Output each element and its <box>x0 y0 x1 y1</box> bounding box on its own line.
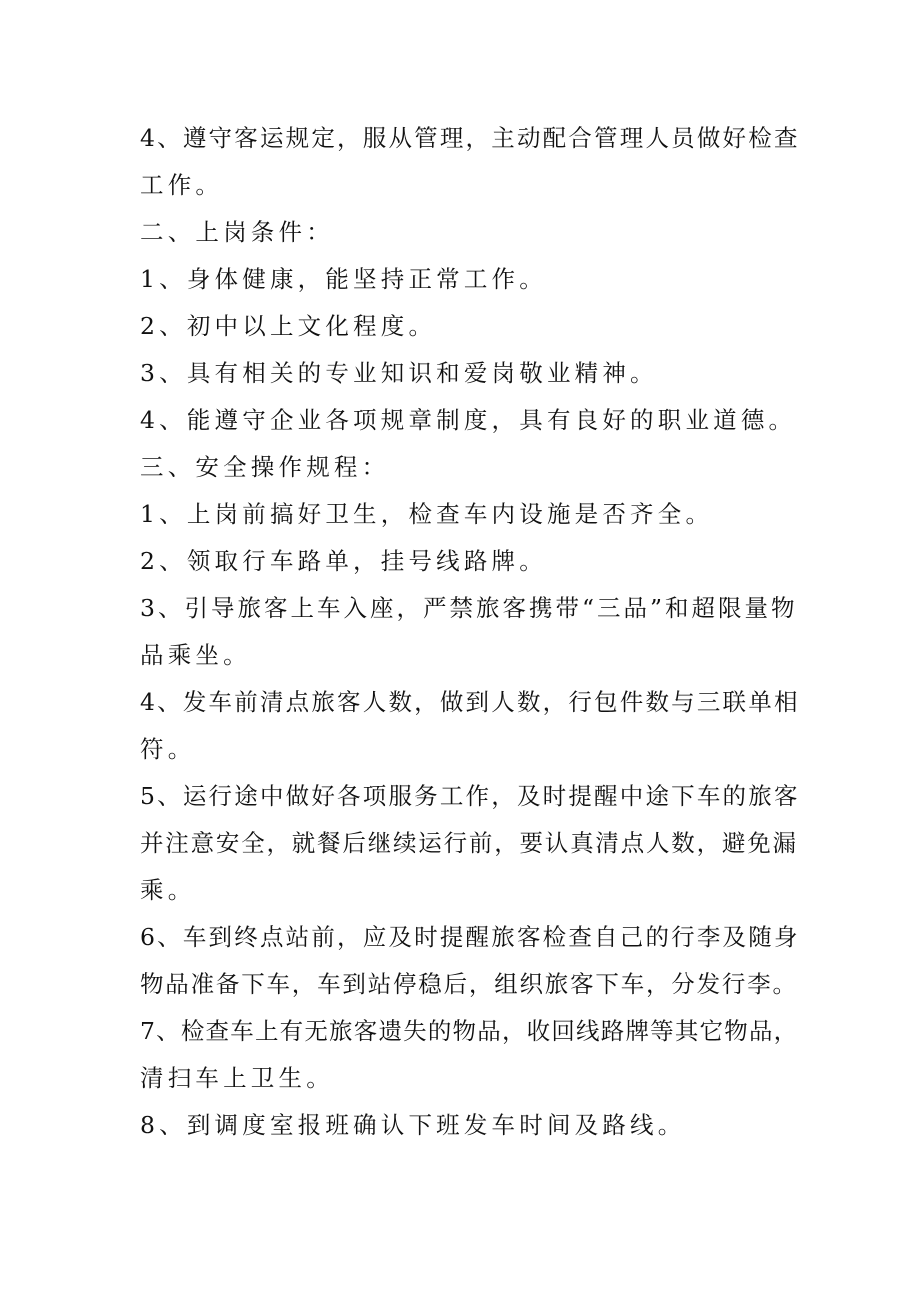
document-body <box>140 115 800 1149</box>
text-line: 清扫车上卫生。 <box>140 1064 334 1092</box>
text-line: 2、领取行车路单，挂号线路牌。 <box>140 547 547 575</box>
text-line: 并注意安全，就餐后继续运行前，要认真清点人数，避免漏 <box>140 829 798 857</box>
text-line: 4、能遵守企业各项规章制度，具有良好的职业道德。 <box>140 406 797 434</box>
text-line: 2、初中以上文化程度。 <box>140 312 437 340</box>
text-line: 3、具有相关的专业知识和爱岗敬业精神。 <box>140 359 658 387</box>
text-line: 1、上岗前搞好卫生，检查车内设施是否齐全。 <box>140 500 714 528</box>
text-line: 4、遵守客运规定，服从管理，主动配合管理人员做好检查 <box>140 124 800 152</box>
text-line: 8、到调度室报班确认下班发车时间及路线。 <box>140 1111 686 1139</box>
text-line: 1、身体健康，能坚持正常工作。 <box>140 265 547 293</box>
text-line: 3、引导旅客上车入座，严禁旅客携带“三品”和超限量物 <box>140 594 798 622</box>
section-heading: 三、安全操作规程： <box>140 453 390 481</box>
section-heading: 二、上岗条件： <box>140 218 334 246</box>
text-line: 5、运行途中做好各项服务工作，及时提醒中途下车的旅客 <box>140 782 800 810</box>
text-line: 乘。 <box>140 876 196 904</box>
text-line: 4、发车前清点旅客人数，做到人数，行包件数与三联单相 <box>140 688 800 716</box>
text-line: 物品准备下车，车到站停稳后，组织旅客下车，分发行李。 <box>140 970 798 998</box>
text-line: 6、车到终点站前，应及时提醒旅客检查自己的行李及随身 <box>140 923 800 951</box>
text-line: 符。 <box>140 735 196 763</box>
text-line: 7、检查车上有无旅客遗失的物品，收回线路牌等其它物品， <box>140 1017 799 1045</box>
text-line: 工作。 <box>140 171 224 199</box>
text-line: 品乘坐。 <box>140 641 251 669</box>
